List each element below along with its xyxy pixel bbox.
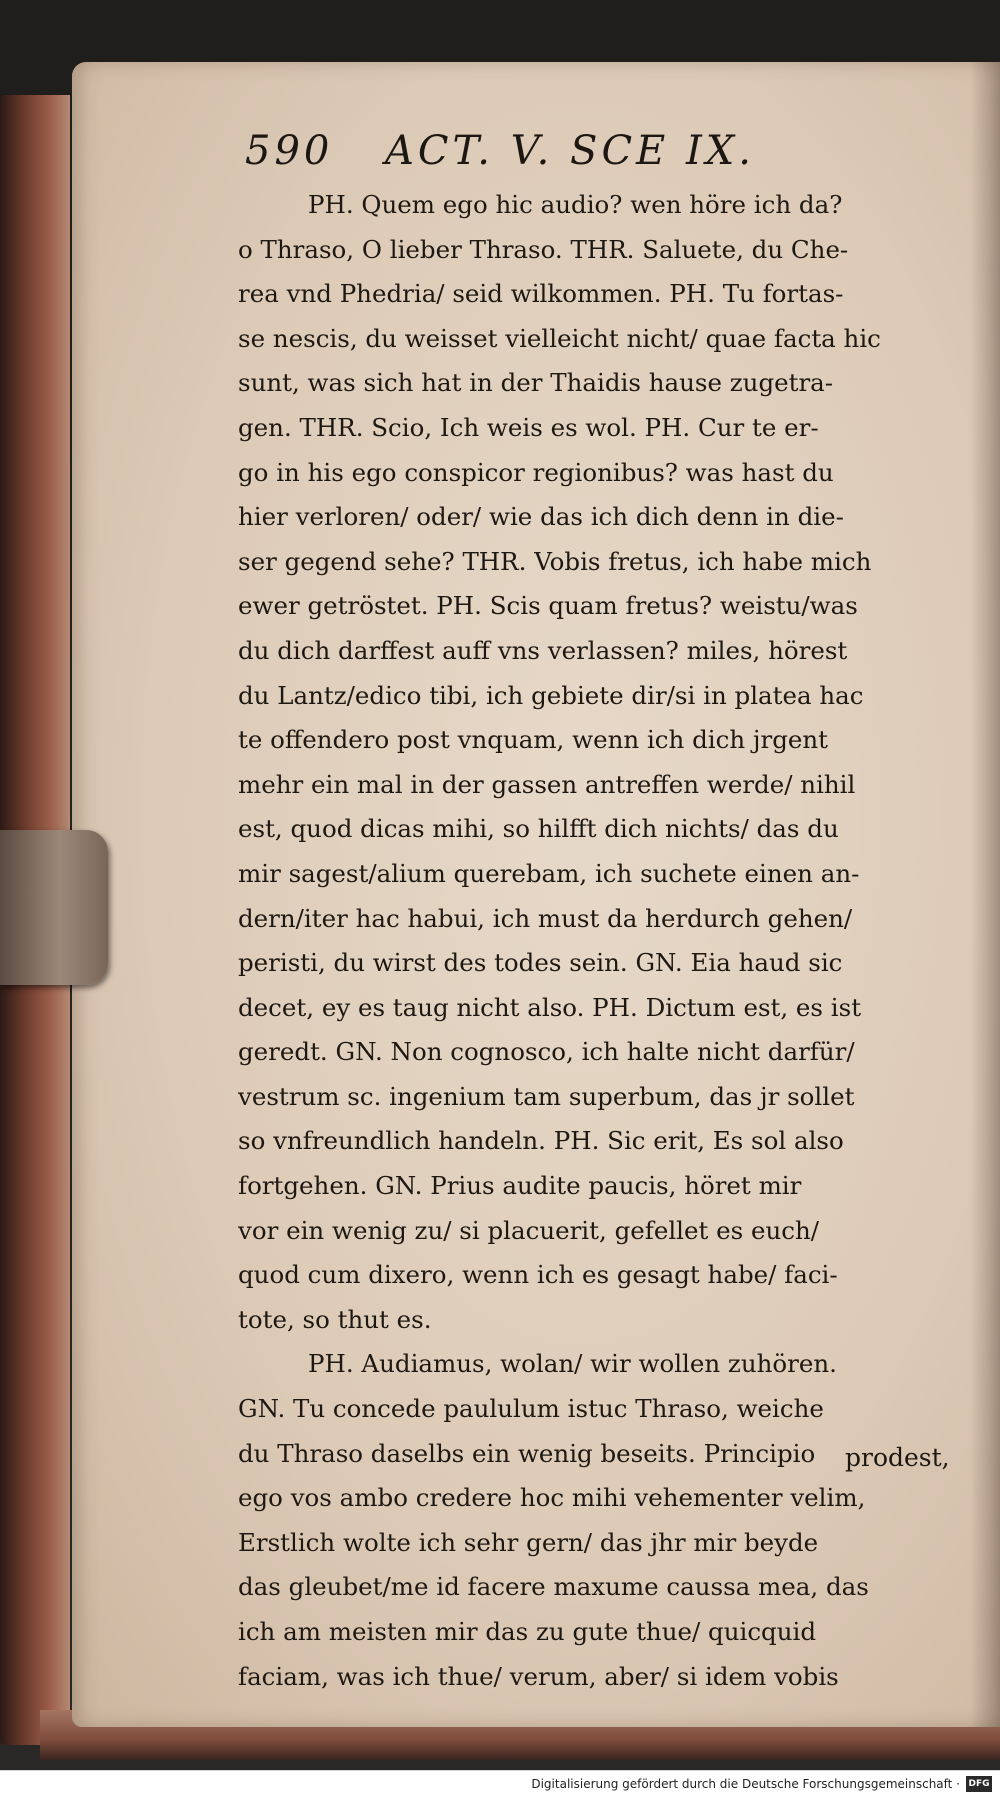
text-line: Erstlich wolte ich sehr gern/ das jhr mir beyde	[238, 1527, 819, 1557]
text-line: go in his ego conspicor regionibus? was hast du	[238, 457, 834, 487]
clasp-strap	[0, 830, 108, 985]
funding-credit: Digitalisierung gefördert durch die Deutsche Forschungsgemeinschaft ·	[531, 1777, 960, 1791]
text-line: PH. Quem ego hic audio? wen höre ich da?	[308, 190, 843, 219]
text-line: mehr ein mal in der gassen antreffen werde/ nihil	[238, 769, 856, 799]
text-line: du Thraso daselbs ein wenig beseits. Principio	[238, 1438, 816, 1468]
text-line: das gleubet/me id facere maxume caussa mea, das	[238, 1572, 869, 1602]
footer-bar	[0, 1770, 1000, 1800]
gutter-shadow	[970, 62, 1000, 1727]
text-line: so vnfreundlich handeln. PH. Sic erit, Es sol also	[238, 1126, 844, 1156]
text-line: du dich darffest auff vns verlassen? miles, hörest	[238, 635, 848, 665]
text-line: hier verloren/ oder/ wie das ich dich denn in die-	[238, 502, 844, 532]
catchword: prodest,	[845, 1443, 950, 1472]
running-head: ACT. V. SCE IX.	[385, 128, 755, 174]
text-line: ich am meisten mir das zu gute thue/ quicquid	[238, 1617, 817, 1646]
page-number: 590	[245, 128, 334, 174]
text-line: fortgehen. GN. Prius audite paucis, höret mir	[238, 1171, 802, 1201]
text-line: tote, so thut es.	[238, 1304, 432, 1334]
text-line: vestrum sc. ingenium tam superbum, das jr sollet	[238, 1081, 855, 1111]
text-line: est, quod dicas mihi, so hilfft dich nichts/ das du	[238, 814, 839, 844]
text-line: ewer getröstet. PH. Scis quam fretus? weistu/was	[238, 591, 858, 621]
text-line: te offendero post vnquam, wenn ich dich jrgent	[238, 725, 828, 755]
text-line: faciam, was ich thue/ verum, aber/ si idem vobis	[238, 1661, 839, 1691]
text-line: o Thraso, O lieber Thraso. THR. Saluete, du Che-	[238, 234, 849, 264]
text-line: du Lantz/edico tibi, ich gebiete dir/si in platea hac	[238, 680, 864, 710]
text-line: GN. Tu concede paululum istuc Thraso, weiche	[238, 1394, 824, 1424]
text-line: se nescis, du weisset vielleicht nicht/ quae facta hic	[238, 323, 881, 353]
text-line: gen. THR. Scio, Ich weis es wol. PH. Cur te er-	[238, 412, 819, 442]
text-line: mir sagest/alium querebam, ich suchete einen an-	[238, 858, 860, 888]
text-line: peristi, du wirst des todes sein. GN. Eia haud sic	[238, 948, 843, 978]
text-line: sunt, was sich hat in der Thaidis hause zugetra-	[238, 368, 834, 398]
text-line: quod cum dixero, wenn ich es gesagt habe/ faci-	[238, 1260, 838, 1290]
text-line: PH. Audiamus, wolan/ wir wollen zuhören.	[308, 1349, 837, 1379]
text-line: rea vnd Phedria/ seid wilkommen. PH. Tu fortas-	[238, 279, 844, 309]
text-line: ego vos ambo credere hoc mihi vehementer velim,	[238, 1483, 866, 1513]
text-line: dern/iter hac habui, ich must da herdurch gehen/	[238, 903, 853, 933]
text-line: vor ein wenig zu/ si placuerit, gefellet es euch/	[238, 1215, 820, 1245]
text-line: decet, ey es taug nicht also. PH. Dictum est, es ist	[238, 992, 862, 1022]
text-line: geredt. GN. Non cognosco, ich halte nicht darfür/	[238, 1037, 855, 1067]
dfg-logo: DFG	[966, 1776, 992, 1792]
text-line: ser gegend sehe? THR. Vobis fretus, ich habe mich	[238, 546, 872, 576]
